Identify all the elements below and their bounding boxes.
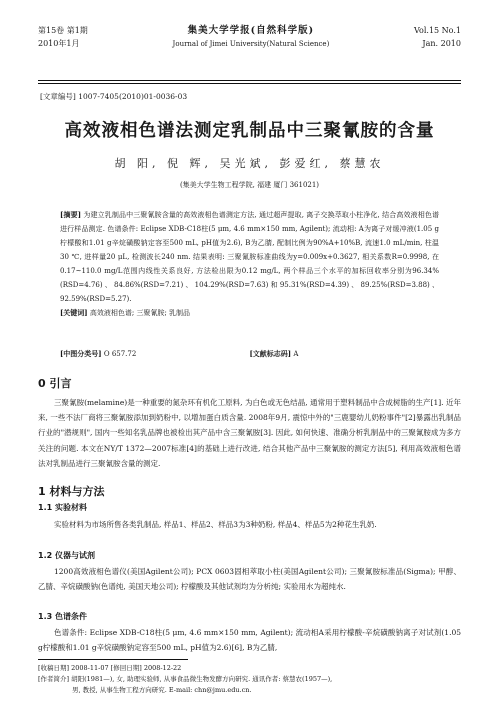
journal-name-cn: 集美大学学报(自然科学版) bbox=[187, 25, 315, 36]
section-chromatography-text: 色谱条件: Eclipse XDB-C18柱(5 μm, 4.6 mm×150 mm, Agilent); 流动相A采用柠檬酸-辛烷磺酸钠离子对试剂(1.05 g柠檬酸和1.01 g辛烷磺酸钠定容至500 mL, pH值为2.6)[6], B为乙腈, bbox=[38, 628, 461, 653]
article-number: [文章编号] 1007-7405(2010)01-0036-03 bbox=[40, 92, 188, 101]
volume-issue-en: Vol.15 No.1 bbox=[414, 26, 461, 35]
doc-code-label: [文献标志码] bbox=[249, 349, 292, 358]
header-rule bbox=[38, 80, 461, 81]
doc-code: A bbox=[293, 350, 299, 358]
keywords-label: [关键词] bbox=[60, 308, 88, 317]
section-materials-heading: 1.1 实验材料 bbox=[38, 503, 87, 512]
footnote-author-info: [作者简介] 胡阳(1981—), 女, 助理实验师, 从事食品微生物发酵方向研究. 通讯作者: 蔡慧农(1957—), bbox=[38, 675, 333, 683]
abstract-label: [摘要] bbox=[60, 210, 82, 219]
volume-issue: 第15卷 第1期 bbox=[38, 26, 88, 35]
footnote-rule bbox=[38, 659, 188, 660]
affiliation: (集美大学生物工程学院, 福建 厦门 361021) bbox=[179, 181, 320, 189]
paper-title: 高效液相色谱法测定乳制品中三聚氰胺的含量 bbox=[64, 121, 435, 141]
clc-code: O 657.72 bbox=[103, 350, 137, 358]
section-instruments-heading: 1.2 仪器与试剂 bbox=[38, 551, 95, 560]
section-materials-text: 实验材料为市场所售各类乳制品, 样品1、样品2、样品3为3种奶粉, 样品4、样品5为2种花生乳奶. bbox=[54, 520, 377, 529]
section-intro-text: 三聚氰胺(melamine)是一种重要的氮杂环有机化工原料, 为白色或无色结晶, 通常用于塑料制品中合成树脂的生产[1]. 近年来, 一些不法厂商将三聚氰胺添加到奶粉中, 以增加蛋白质含量. 2008年9月, 震惊中外的"三鹿婴幼儿奶粉事件"[2]暴露出乳制品行业的"潜规则", 国内一些知名乳品牌也被检出其产品中含三聚氰胺[3]. 因此, 如何快速、准确分析乳制品中的三聚氰胺成为多方关注的问题. 本文在NY/T 1372—2007标准[4]的基础上进行改进, 结合其他产品中三聚氰胺的测定方法[5], 利用高效液相色谱法对乳制品进行三聚氰胺含量的测定. bbox=[38, 398, 461, 468]
clc-label: [中图分类号] bbox=[60, 349, 102, 358]
journal-header bbox=[38, 24, 461, 51]
keywords: 高效液相色谱; 三聚氰胺; 乳制品 bbox=[89, 309, 191, 317]
publish-date-en: Jan. 2010 bbox=[422, 39, 461, 48]
section-intro-heading: 0 引言 bbox=[38, 377, 72, 390]
abstract bbox=[60, 208, 439, 320]
journal-name-en: Journal of Jimei University(Natural Science) bbox=[172, 40, 330, 48]
abstract-text: 为建立乳制品中三聚氰胺含量的高效液相色谱测定方法, 通过超声提取, 离子交换萃取小柱净化, 结合高效液相色谱进行样品测定. 色谱条件: Eclipse XDB-C18柱(5 μm, 4.6 mm×150 mm, Agilent); 流动相: A为离子对缓冲液(1.05 g柠檬酸和1.01 g辛烷磺酸钠定容至500 mL, pH值为2.6), B为乙腈, 配制比例为90%A+10%B, 流速1.0 mL/min, 柱温30 ℃, 进样量20 μL, 检测波长240 nm. 结果表明: 三聚氰胺标准曲线为y=0.009x+0.3627, 相关系数R=0.9998, 在0.17~110.0 mg/L范围内线性关系良好, 方法检出限为0.12 mg/L, 两个样品三个水平的加标回收率分别为96.34%(RSD=4.76)、84.86%(RSD=7.21)、104.29%(RSD=7.63)和95.31%(RSD=4.39)、89.25%(RSD=3.88)、92.59%(RSD=5.27). bbox=[60, 211, 440, 303]
footnote-author-info-cont: 男, 教授, 从事生物工程方向研究. E-mail: chn@jmu.edu.cn. bbox=[72, 686, 252, 694]
footnote-dates: [收稿日期] 2008-11-07 [修回日期] 2008-12-22 bbox=[38, 664, 182, 672]
header-rule-thin bbox=[38, 83, 461, 84]
authors: 胡 阳, 倪 辉, 吴光斌, 彭爱红, 蔡慧农 bbox=[114, 157, 385, 170]
classification-row bbox=[60, 349, 439, 359]
publish-date-cn: 2010年1月 bbox=[38, 39, 80, 48]
footnote bbox=[38, 663, 461, 696]
section-chromatography-heading: 1.3 色谱条件 bbox=[38, 612, 87, 621]
section-instruments-text: 1200高效液相色谱仪(美国Agilent公司); PCX 0603固相萃取小柱(美国Agilent公司); 三聚氰胺标准品(Sigma); 甲醇、乙腈、辛烷磺酸钠(色谱纯, 美国天地公司); 柠檬酸及其他试剂均为分析纯; 实验用水为超纯水. bbox=[38, 567, 461, 592]
section-methods-heading: 1 材料与方法 bbox=[38, 485, 105, 498]
